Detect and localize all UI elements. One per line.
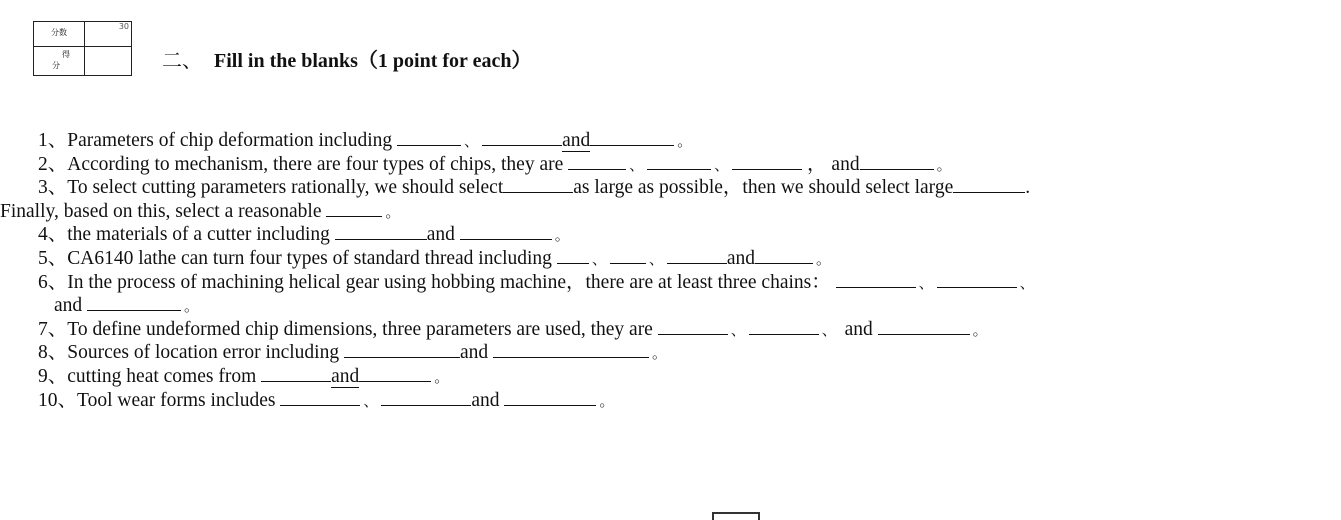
blank[interactable] bbox=[482, 128, 562, 146]
question-10 bbox=[38, 388, 1328, 412]
separator: 。 bbox=[816, 249, 832, 268]
got-score-field[interactable] bbox=[85, 47, 132, 76]
blank[interactable] bbox=[397, 128, 461, 146]
blank[interactable] bbox=[647, 152, 711, 170]
question-number: 9、 bbox=[38, 365, 68, 387]
question-text: CA6140 lathe can turn four types of standard thread including bbox=[67, 247, 552, 269]
question-text: the materials of a cutter including bbox=[67, 224, 330, 246]
question-and: and bbox=[831, 153, 860, 175]
blank[interactable] bbox=[460, 222, 552, 240]
page-marker bbox=[712, 512, 760, 520]
section-title bbox=[162, 44, 531, 73]
question-text: Parameters of chip deformation including bbox=[67, 130, 393, 151]
blank[interactable] bbox=[953, 175, 1025, 193]
got-label-bottom: 分 bbox=[52, 61, 60, 70]
separator: 、 bbox=[730, 320, 746, 339]
question-text: To define undeformed chip dimensions, three parameters are used, they are bbox=[67, 318, 653, 340]
blank[interactable] bbox=[504, 388, 596, 406]
question-list bbox=[0, 128, 1328, 411]
question-and: and bbox=[54, 295, 83, 317]
separator: 、 bbox=[1019, 273, 1035, 292]
blank[interactable] bbox=[326, 199, 382, 217]
question-5 bbox=[38, 246, 1328, 270]
question-and: and bbox=[459, 342, 489, 364]
separator: 、 bbox=[821, 320, 837, 339]
blank[interactable] bbox=[87, 293, 181, 311]
separator: 、 bbox=[918, 273, 934, 292]
question-6-continued bbox=[38, 293, 1328, 317]
question-number: 1、 bbox=[38, 130, 68, 151]
separator: 、 bbox=[464, 132, 480, 150]
question-7 bbox=[38, 317, 1328, 341]
blank[interactable] bbox=[568, 152, 626, 170]
separator: 、 bbox=[714, 155, 730, 174]
question-and: and bbox=[844, 318, 873, 340]
blank[interactable] bbox=[280, 388, 360, 406]
question-text: To select cutting parameters rationally, we should select bbox=[67, 177, 504, 199]
blank[interactable] bbox=[503, 175, 573, 193]
separator: 。 bbox=[972, 320, 988, 339]
question-and: and bbox=[331, 365, 360, 387]
question-3 bbox=[38, 175, 1328, 199]
section-number: 二、 bbox=[162, 48, 202, 72]
question-number: 8、 bbox=[38, 342, 68, 364]
question-text-2: as large as possible，then we should select large bbox=[573, 177, 954, 199]
score-label: 分数 bbox=[34, 22, 85, 47]
question-number: 7、 bbox=[38, 318, 68, 340]
question-text: cutting heat comes from bbox=[67, 365, 257, 387]
separator: 。 bbox=[677, 132, 693, 150]
question-text: Sources of location error including bbox=[67, 342, 340, 364]
blank[interactable] bbox=[658, 317, 728, 335]
got-label-top: 得 bbox=[62, 50, 70, 59]
question-text: In the process of machining helical gear using hobbing machine，there are at least three chains： bbox=[67, 271, 831, 293]
blank[interactable] bbox=[610, 246, 646, 264]
blank[interactable] bbox=[749, 317, 819, 335]
separator: 、 bbox=[591, 249, 607, 268]
question-and: and bbox=[471, 389, 500, 411]
question-number: 4、 bbox=[38, 224, 68, 246]
separator: 。 bbox=[554, 226, 570, 245]
separator: ， bbox=[807, 153, 827, 175]
separator: 。 bbox=[652, 344, 668, 363]
blank[interactable] bbox=[755, 246, 813, 264]
question-and: and bbox=[726, 247, 755, 269]
question-and: and bbox=[562, 130, 591, 151]
separator: . bbox=[1025, 177, 1031, 199]
question-2 bbox=[38, 152, 1328, 176]
question-number: 2、 bbox=[38, 153, 68, 175]
separator: 。 bbox=[184, 297, 200, 316]
separator: 。 bbox=[434, 367, 450, 386]
blank[interactable] bbox=[493, 340, 649, 358]
blank[interactable] bbox=[878, 317, 970, 335]
question-number: 3、 bbox=[38, 177, 68, 199]
blank[interactable] bbox=[732, 152, 802, 170]
blank[interactable] bbox=[836, 270, 916, 288]
question-number: 6、 bbox=[38, 271, 68, 293]
separator: 。 bbox=[599, 391, 615, 410]
question-1 bbox=[38, 128, 1328, 152]
separator: 。 bbox=[385, 202, 401, 221]
blank[interactable] bbox=[557, 246, 589, 264]
blank[interactable] bbox=[937, 270, 1017, 288]
question-text: According to mechanism, there are four types of chips, they are bbox=[67, 153, 564, 175]
separator: 、 bbox=[629, 155, 645, 174]
section-heading: Fill in the blanks（1 point for each） bbox=[214, 50, 532, 72]
question-6 bbox=[38, 270, 1328, 294]
separator: 、 bbox=[648, 249, 664, 268]
question-3-continued bbox=[0, 199, 1290, 223]
question-text: Tool wear forms includes bbox=[77, 389, 276, 411]
blank[interactable] bbox=[359, 364, 431, 382]
got-score-label bbox=[34, 47, 85, 76]
question-text-3: Finally, based on this, select a reasonable bbox=[0, 200, 322, 222]
blank[interactable] bbox=[860, 152, 934, 170]
score-value: 30 bbox=[85, 22, 132, 47]
blank[interactable] bbox=[335, 222, 427, 240]
blank[interactable] bbox=[381, 388, 471, 406]
question-9 bbox=[38, 364, 1328, 388]
blank[interactable] bbox=[261, 364, 331, 382]
question-and: and bbox=[426, 224, 455, 246]
question-number: 10、 bbox=[38, 389, 78, 411]
blank[interactable] bbox=[344, 340, 460, 358]
score-box bbox=[33, 21, 132, 76]
question-4 bbox=[38, 222, 1328, 246]
blank[interactable] bbox=[590, 128, 674, 146]
separator: 。 bbox=[936, 155, 952, 174]
question-8 bbox=[38, 340, 1328, 364]
separator: 、 bbox=[363, 391, 379, 410]
question-number: 5、 bbox=[38, 247, 68, 269]
blank[interactable] bbox=[667, 246, 727, 264]
